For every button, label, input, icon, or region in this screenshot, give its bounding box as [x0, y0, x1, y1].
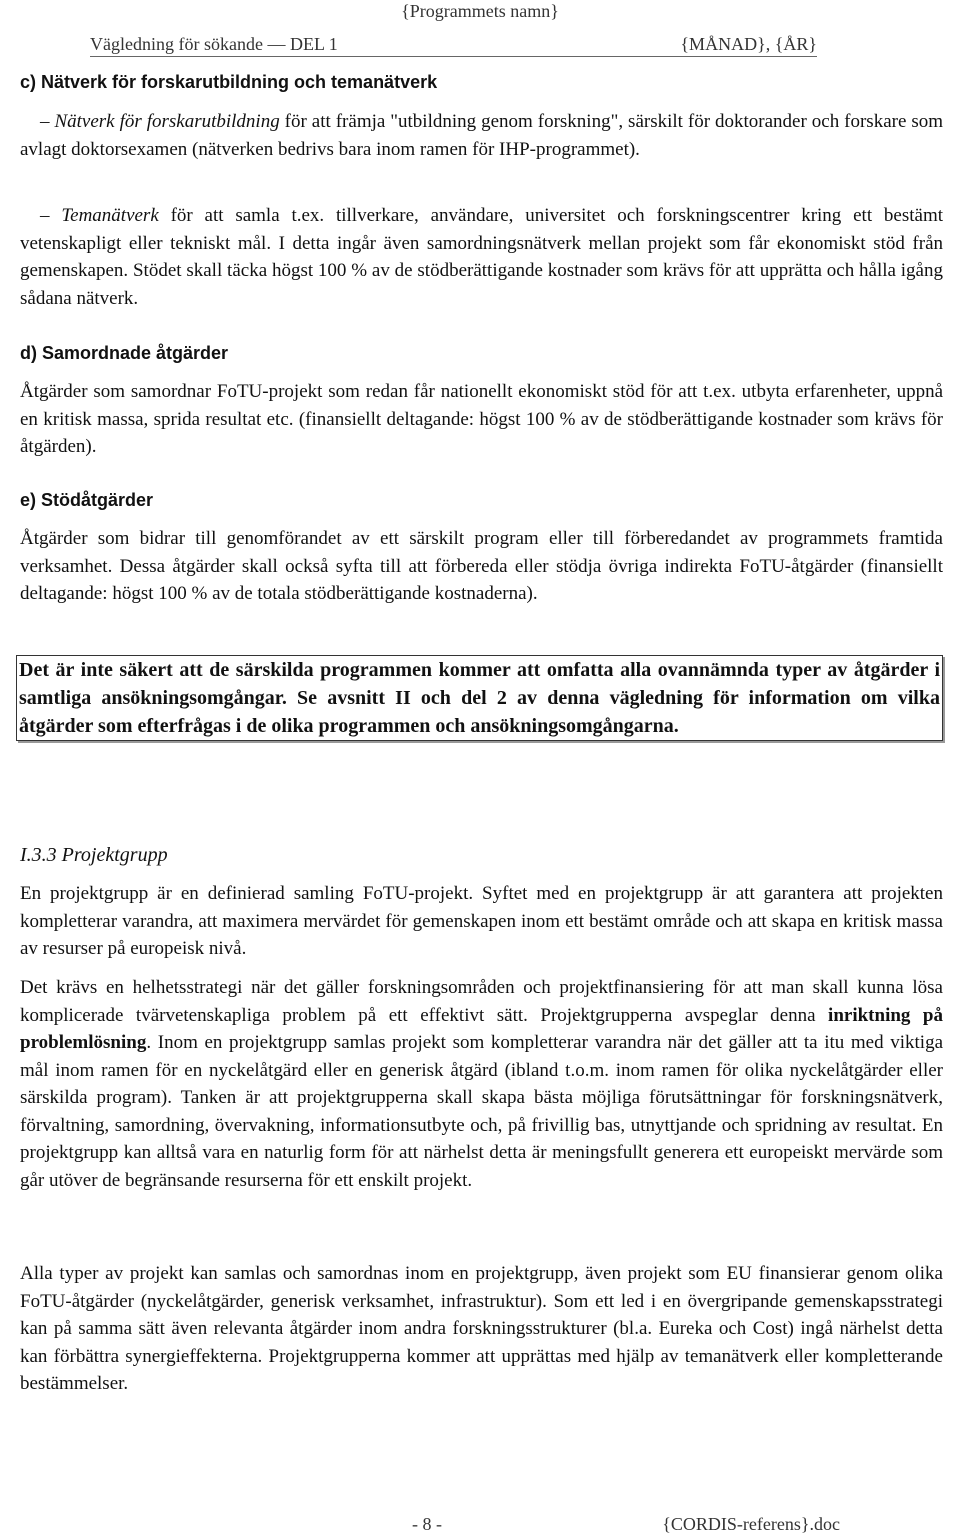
section-133 [20, 842, 943, 870]
document-reference: {CORDIS-referens}.doc [662, 1514, 840, 1534]
section-e [20, 487, 943, 515]
section-133-para-2 [20, 974, 943, 1194]
header-guide-title: Vägledning för sökande — DEL 1 [90, 34, 338, 54]
item-2-text: för att samla t.ex. tillverkare, användare, universitet och forskningscentrer kring ett bestämt vetenskapligt eller tekniskt mål. I detta ingår även samordningsnätverk mellan projekt som får ekonomiskt stöd från gemenskapen. Stödet skall täcka högst 100 % av de stödberättigande kostnader som krävs för att upprätta och hålla igång sådana nätverk. [20, 205, 944, 309]
paragraph-3: Alla typer av projekt kan samlas och samordnas inom en projektgrupp, även projekt som EU finansierar genom olika FoTU-åtgärder (nyckelåtgärder, generisk verksamhet, infrastruktur). Som ett led i en övergripande gemenskapsstrategi kan på samma sätt även relevanta åtgärder inom andra forskningsstrukturer (bl.a. Eureka och Cost) ingå närhelst detta kan förbättra synergieffekterna. Projektgrupperna kommer att upprättas med hjälp av temanätverk eller kompletterande bestämmelser. [20, 1263, 943, 1394]
paragraph-1: En projektgrupp är en definierad samling FoTU-projekt. Syftet med en projektgrupp är att garantera att projekten kompletterar varandra, att maximera mervärdet för gemenskapen inom ett bestämt område och att skapa en kritisk massa av resurser på europeisk nivå. [20, 883, 943, 959]
section-d [20, 340, 943, 368]
notice-box [16, 655, 943, 741]
section-d-heading: d) Samordnade åtgärder [20, 343, 229, 363]
header-date: {MÅNAD}, {ÅR} [680, 34, 817, 54]
section-c-heading: c) Nätverk för forskarutbildning och temanätverk [20, 72, 438, 92]
section-e-heading: e) Stödåtgärder [20, 490, 154, 510]
page-number: - 8 - [412, 1514, 442, 1534]
paragraph-2-end: . Inom en projektgrupp samlas projekt som kompletterar varandra när det gäller att ta itu med viktiga mål inom ramen för en nyckelåtgärd eller en generisk åtgärd (ibland t.o.m. inom ramen för olika nyckelåtgärder eller särskilda program). Tanken är att projektgrupperna skall skapa bästa möjliga förutsättningar för forskningsnätverk, förvaltning, samordning, övervakning, informationsutbyte och, på frivillig bas, utnyttjande och spridning av resultat. En projektgrupp kan alltså vara en naturlig form för att närhelst detta är meningsfullt generera ett europeiskt mervärde som går utöver de begränsande resurserna för ett enskilt projekt. [20, 1032, 943, 1191]
section-d-text: Åtgärder som samordnar FoTU-projekt som redan får nationellt ekonomiskt stöd för att t.ex. utbyta erfarenheter, uppnå en kritisk massa, sprida resultat etc. (finansiellt deltagande: högst 100 % av de stödberättigande kostnader som krävs för åtgärden). [20, 381, 943, 457]
section-133-para-1 [20, 880, 943, 963]
running-header [90, 34, 817, 57]
section-e-text: Åtgärder som bidrar till genomförandet av ett särskilt program eller till förberedandet av programmets framtida verksamhet. Dessa åtgärder skall också syfta till att förbereda eller stödja övriga indirekta FoTU-åtgärder (finansiellt deltagande: högst 100 % av de totala stödberättigande kostnaderna). [20, 528, 943, 604]
section-e-body [20, 525, 943, 608]
section-133-para-3 [20, 1260, 943, 1398]
section-133-heading: I.3.3 Projektgrupp [20, 844, 168, 866]
section-d-body [20, 378, 943, 461]
item-2-lead: Temanätverk [61, 205, 159, 226]
item-1-text: för att främja "utbildning genom forskning", särskilt för doktorander och forskare som avlagt doktorsexamen (nätverken bedrivs bara inom ramen för IHP-programmet). [20, 111, 944, 160]
section-c-item-2: – Temanätverk för att samla t.ex. tillverkare, användare, universitet och forskningscentrer kring ett bestämt vetenskapligt eller tekniskt mål. I detta ingår även samordningsnätverk mellan projekt som får ekonomiskt stöd från gemenskapen. Stödet skall täcka högst 100 % av de stödberättigande kostnader som krävs för att upprätta och hålla igång sådana nätverk. [20, 205, 944, 309]
paragraph-2-start: Det krävs en helhetsstrategi när det gäller forskningsområden och projektfinansiering för att man skall kunna lösa komplicerade tvärvetenskapliga problem på ett effektivt sätt. Projektgrupperna avspeglar denna [20, 977, 943, 1026]
item-1-lead: Nätverk för forskarutbildning [54, 111, 280, 132]
header-program-name: {Programmets namn} [401, 1, 559, 21]
section-c-item-1: – Nätverk för forskarutbildning för att främja "utbildning genom forskning", särskilt för doktorander och forskare som avlagt doktorsexamen (nätverken bedrivs bara inom ramen för IHP-programmet). [20, 111, 944, 160]
section-c [20, 69, 943, 97]
notice-text: Det är inte säkert att de särskilda programmen kommer att omfatta alla ovannämnda typer av åtgärder i samtliga ansökningsomgångar. Se avsnitt II och del 2 av denna vägledning för information om vilka åtgärder som efterfrågas i de olika programmen och ansökningsomgångarna. [16, 655, 943, 741]
paragraph-2-bold: inriktning på problemlösning [20, 1004, 943, 1053]
